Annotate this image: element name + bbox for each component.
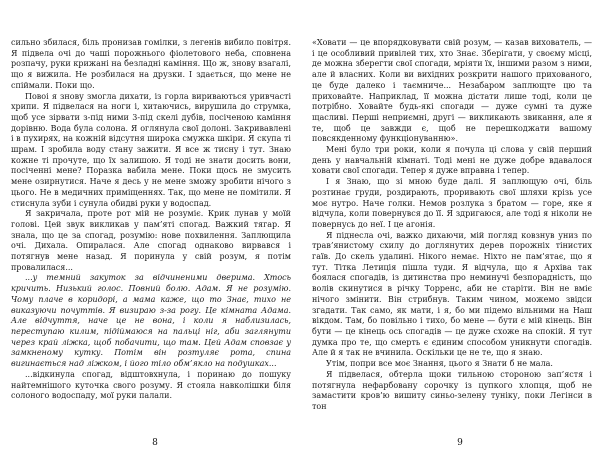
left-paragraph-2: Повоі я знову змогла дихати, із горла вириваються уривчасті хрипи. Я підвелася на ноги і, хитаючись, вирушила до струмка, щоб усе зірвати з-під ними 3-під скелі дубів, посіченою каміння дорівню. Вода була солона. Я оглянула свої долоні. Закривавлені і в пухирях, на кожній відсутня широка смужка шкіри. Я скупа ті шрам. І зробила воду стану зажити. Я все ж тисну і тут. Знаю кожне ті прочуте, що їх залишою. Я тоді не знати досить вони, посіченні мене? Поразка вабила мене. Поки щось не змусить мене озирнутися. Наче я десь у не мене зможу зробити нічого з цього. Не в медичних приміщеннях. Так, що мене не помітили. Я стиснула зуби і сунула обидві руки у водоспад.: [11, 91, 291, 208]
right-paragraph-4: Я піднесла очі, важко дихаючи, мій погляд ковзнув униз по трав’янистому схилу до доглянутих дерев порожніх тінистих гаїв. До скель удалині. Нікого немає. Ніхто не пам’ятає, що я тут. Тітка Летиція пішла туди. Я відчула, що я Архіва так боялася спогадів, із дитинства про неминучі безпорадність, що волів скинутися в річку Торренс, аби не старіти. Він не вміє нічого змінити. Він стрибнув. Таким чином, можемо звідси згадати. Так само, як мати, і я, бо ми підемо вільними на Наш вікдом. Там, бо повільно і тихо, бо мене — бути є мій кінець. Він бути — це кінець ось спогадів — це дуже схоже на спокій. Я тут думка про те, що смерть є єдиним способом уникнути спогадів. Але й я так не вчинила. Оскільки це не те, що я знаю.: [312, 230, 592, 358]
left-page-body: [11, 38, 291, 402]
right-paragraph-6: Я підвелася, обтерла щоки тильною стороною зап’ястя і потягнула нефарбовану сорочку із цупкого хлопця, щоб не замастити кров’ю вишиту синьо-зелену туніку, поки Легінси в тон: [312, 369, 592, 411]
right-paragraph-3: І я Знаю, що зі мною буде далі. Я заплющую очі, біль розтинає груди, роздирають, проривають свої шляхи крізь усе моє нутро. Наче голки. Немов розлука з братом — горе, яке я відчула, коли повернувся до її. Я здригаюся, але тоді я ніколи не повернусь до неї. І це агонія.: [312, 177, 592, 229]
left-paragraph-4: ...у темний закуток за відчиненими дверима. Хтось кричить. Низький голос. Повний болю. Адам. Я не розумію. Чому плаче в коридорі, а мама каже, що то Знає, тихо не виказуючи почуттів. Я визираю з-за рогу. Це кімната Адама. Але відчуття, наче це не вона, і коли я наблизилась, переступаю килим, підіймаюся на пальці ніг, аби заглянути через край ліжка, щоб побачити, що там. Цей Адам сповзає у замкненому кутку. Потім він розтуляє рота, спина вигинається над ліжком, і його тіло обм’якло на подушках...: [11, 273, 291, 369]
left-page-number: 8: [152, 438, 158, 448]
right-paragraph-5: Утім, попри все моє Знання, цього я Знати б не мала.: [326, 359, 553, 369]
left-paragraph-3: Я закричала, проте рот мій не розуміє. Крик лунав у моїй голові. Цей звук викликав у пам’яті спогад. Важкий тягар. Я знала, що це за спогад, розумію: нове похвилення. Заплющила очі. Дихала. Опиралася. Але спогад однаково вирвався і потягнув мене назад. Я поринула у свій розум, я потім провалилася...: [11, 209, 291, 272]
right-paragraph-1: «Ховати — це впорядковувати свій розум, — казав вихователь, — і це особливий привілей тих, хто Знає. Зберігати, у своєму місці, де можна зберегти свої спогади, мріяти їх, іншими разом з ними, але й власних. Коли ви вихідних розкрити нашого прихованого, це буде далеко і таємниче... Незабаром заплющте цю та приховайте. Наприклад, її можна дістати лише тоді, коли це потрібно. Ховайте будь-які спогади — дуже сумні та дуже щасливі. Перші неприємні, другі — викликають звикання, але я те, щоб це завжди є, щоб не перешкоджати вашому повсякденному функціонуванню».: [312, 38, 592, 144]
right-page-number: 9: [457, 438, 463, 448]
left-paragraph-5: ...відкинула спогад, відштовхнула, і поринаю до пошуку найтемнішого куточка свого розуму. Я стояла навколішки біля солоного водоспаду, мої руки палали.: [11, 369, 291, 401]
right-paragraph-2: Мені було три роки, коли я почула ці слова у свій перший день у навчальній кімнаті. Тоді мені не дуже добре вдавалося ховати свої спогади. Тепер я дуже вправна і тепер.: [312, 145, 592, 176]
left-paragraph-1: сильно збилася, біль пронизав гомілки, з легенів вибило повітря. Я підвела очі до чаші порожнього фіолетового неба, сповнена розпачу, руки крижані на безладні каміння. Що ж, знову взагалі, що я вижила. Не розбилася на друзки. І здається, що мене не спіймали. Поки що.: [11, 38, 291, 90]
right-page-body: [312, 38, 592, 413]
